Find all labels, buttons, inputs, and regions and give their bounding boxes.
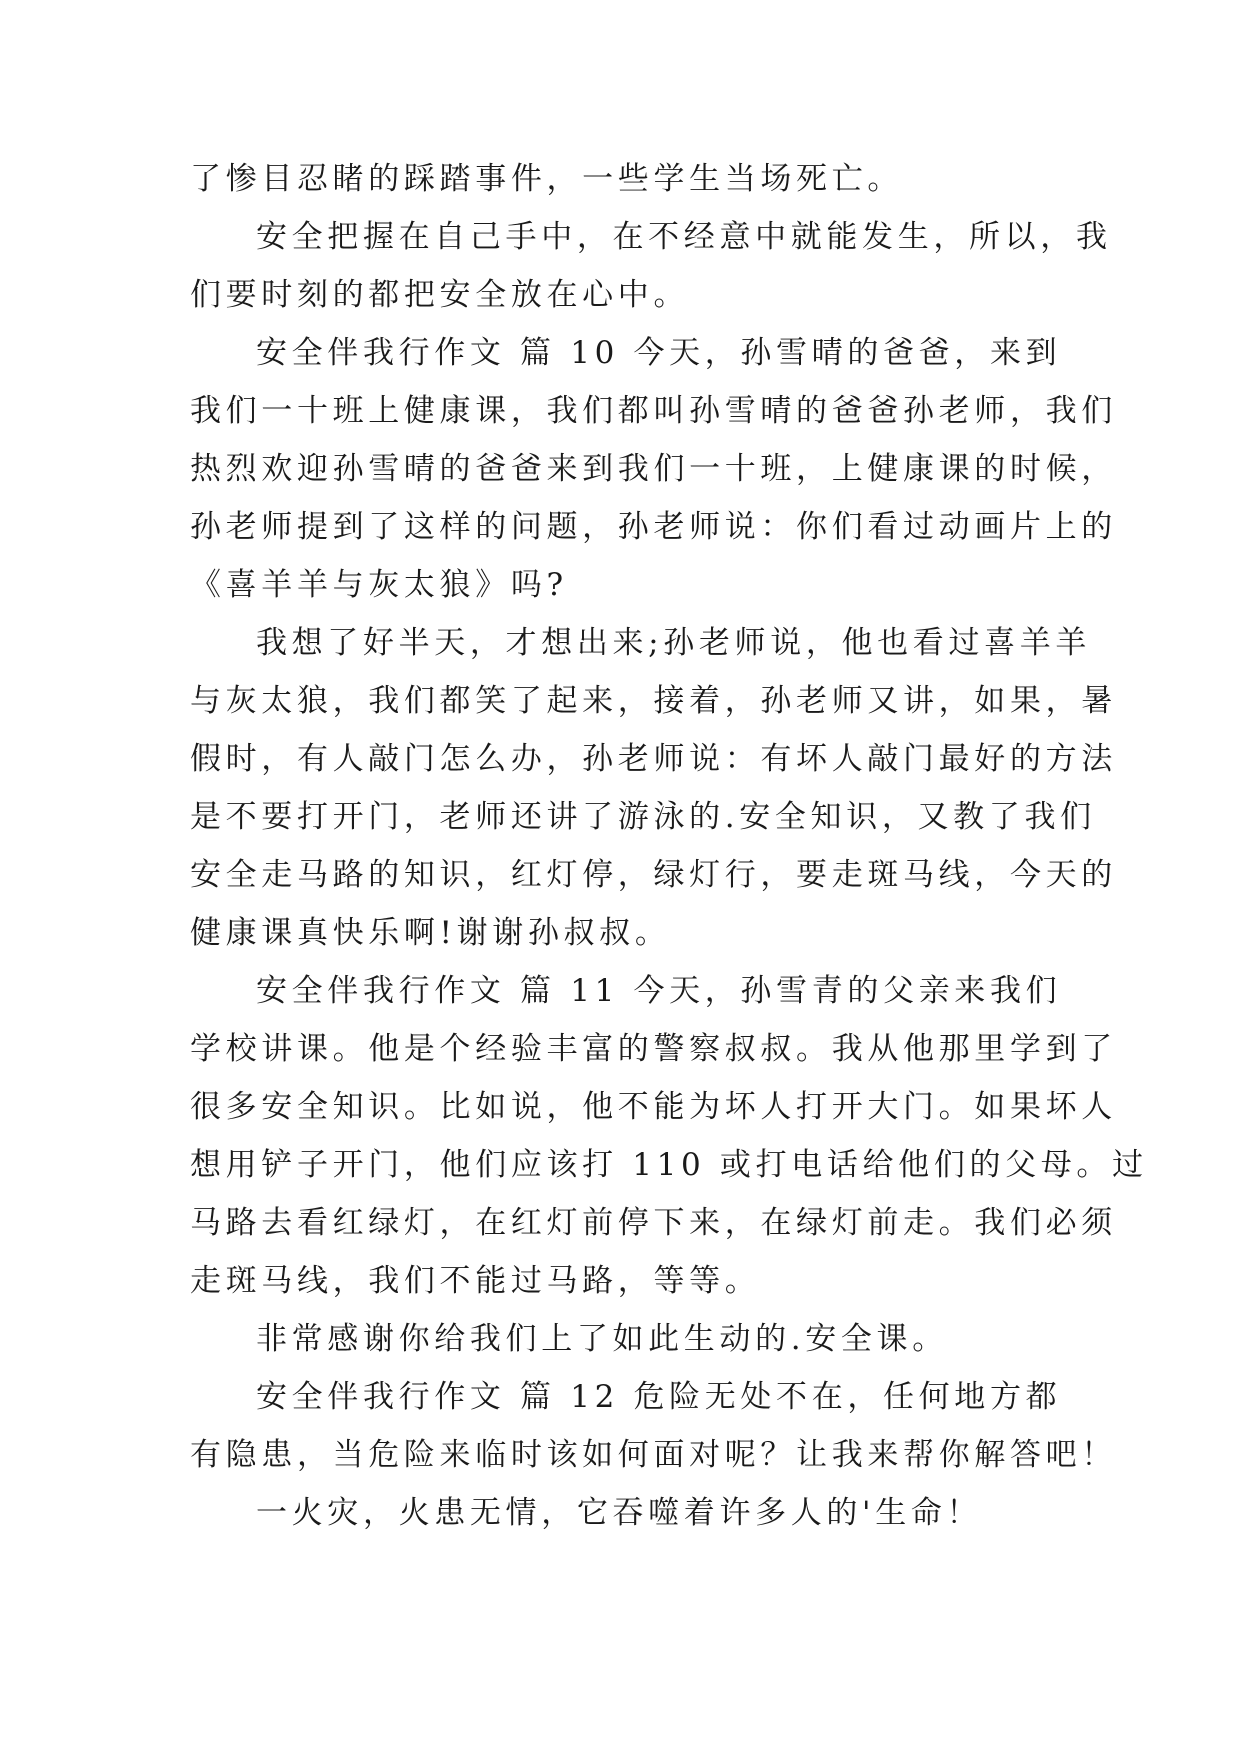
text-line: 与灰太狼，我们都笑了起来，接着，孙老师又讲，如果，暑 — [190, 683, 1117, 719]
document-body — [190, 150, 1148, 1542]
text-line: 们要时刻的都把安全放在心中。 — [190, 277, 690, 313]
text-line: 热烈欢迎孙雪晴的爸爸来到我们一十班，上健康课的时候， — [190, 451, 1117, 487]
text-line: 了惨目忍睹的踩踏事件，一些学生当场死亡。 — [190, 161, 903, 197]
text-line: 走斑马线，我们不能过马路，等等。 — [190, 1263, 761, 1299]
text-line: 有隐患，当危险来临时该如何面对呢？让我来帮你解答吧！ — [190, 1437, 1117, 1473]
section-heading-line: 安全伴我行作文 篇 12 危险无处不在，任何地方都 — [256, 1379, 1062, 1415]
text-line: 很多安全知识。比如说，他不能为坏人打开大门。如果坏人 — [190, 1089, 1117, 1125]
text-line: 是不要打开门，老师还讲了游泳的.安全知识，又教了我们 — [190, 799, 1096, 835]
text-line: 假时，有人敲门怎么办，孙老师说：有坏人敲门最好的方法 — [190, 741, 1117, 777]
text-line: 《喜羊羊与灰太狼》吗? — [190, 567, 568, 603]
text-line: 孙老师提到了这样的问题，孙老师说：你们看过动画片上的 — [190, 509, 1117, 545]
text-line: 学校讲课。他是个经验丰富的警察叔叔。我从他那里学到了 — [190, 1031, 1117, 1067]
text-line: 非常感谢你给我们上了如此生动的.安全课。 — [256, 1321, 948, 1357]
text-line: 安全把握在自己手中，在不经意中就能发生，所以，我 — [256, 219, 1112, 255]
text-line: 安全走马路的知识，红灯停，绿灯行，要走斑马线，今天的 — [190, 857, 1117, 893]
text-line: 我们一十班上健康课，我们都叫孙雪晴的爸爸孙老师，我们 — [190, 393, 1117, 429]
text-line: 我想了好半天，才想出来;孙老师说，他也看过喜羊羊 — [256, 625, 1092, 661]
text-line: 想用铲子开门，他们应该打 110 或打电话给他们的父母。过 — [190, 1147, 1148, 1183]
text-line: 马路去看红绿灯，在红灯前停下来，在绿灯前走。我们必须 — [190, 1205, 1117, 1241]
text-line: 健康课真快乐啊!谢谢孙叔叔。 — [190, 915, 671, 951]
section-heading-line: 安全伴我行作文 篇 11 今天，孙雪青的父亲来我们 — [256, 973, 1062, 1009]
text-line: 一火灾，火患无情，它吞噬着许多人的'生命！ — [256, 1495, 983, 1531]
section-heading-line: 安全伴我行作文 篇 10 今天，孙雪晴的爸爸，来到 — [256, 335, 1062, 371]
